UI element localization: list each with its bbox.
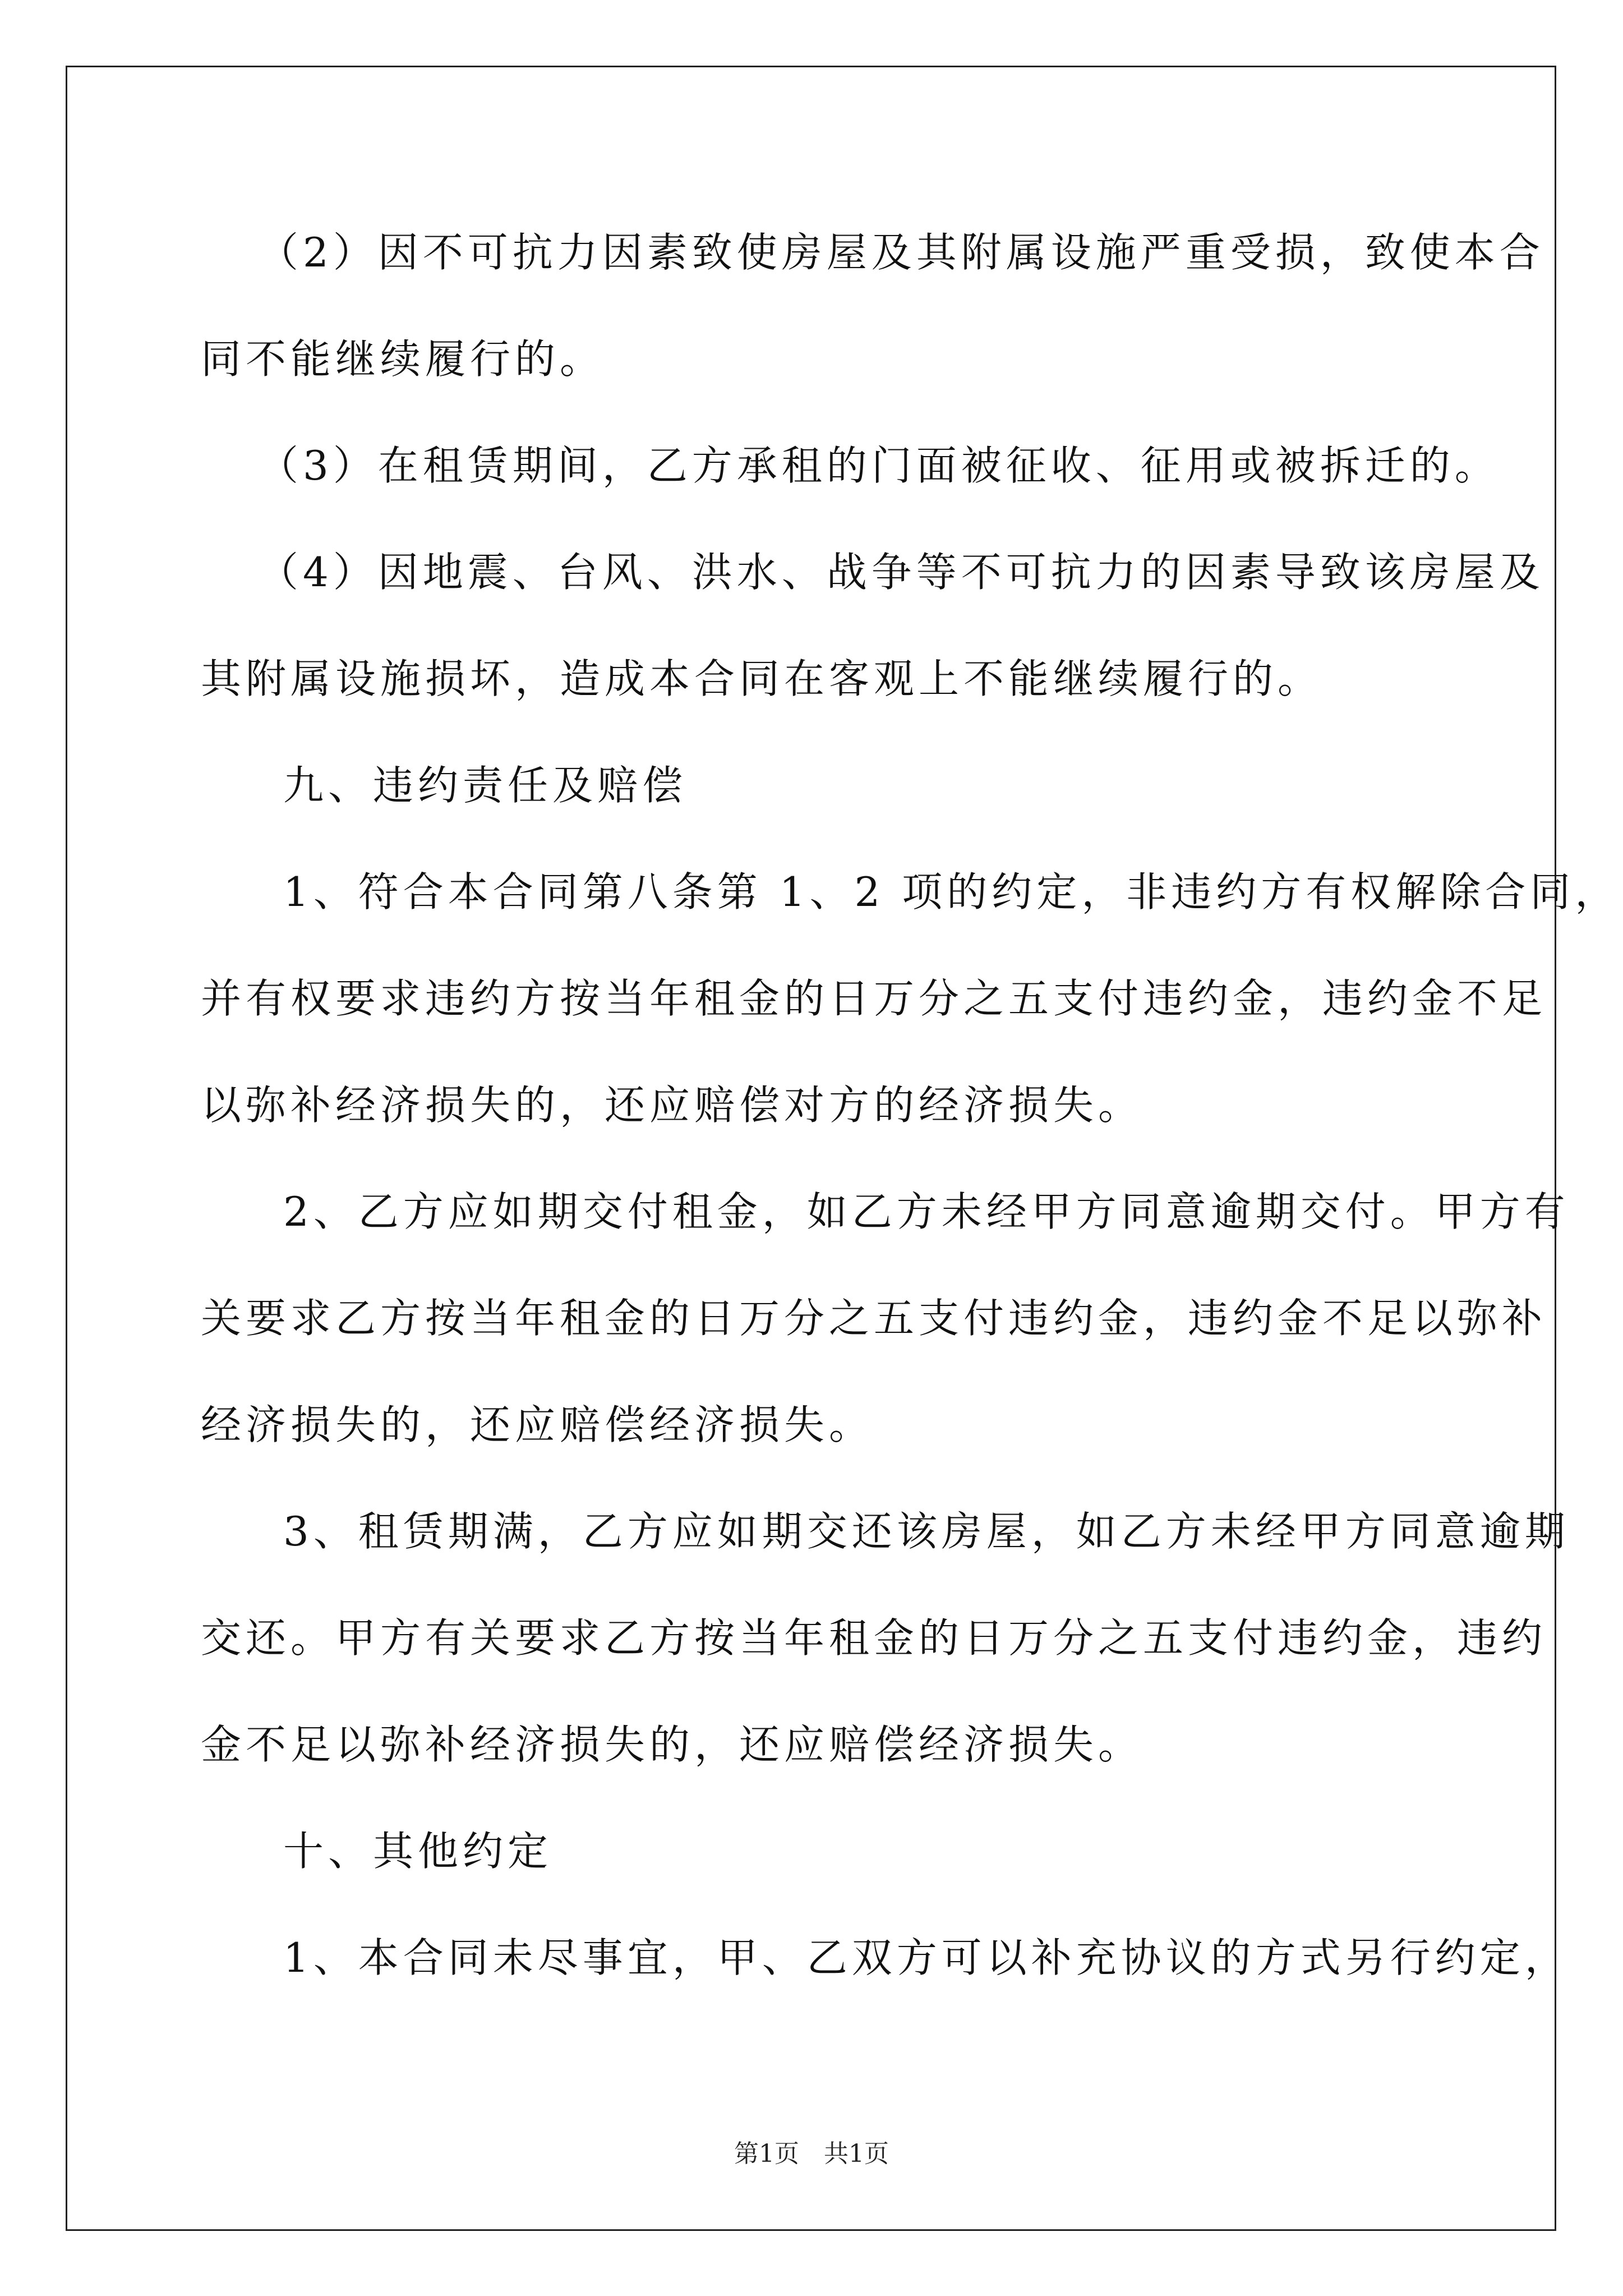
paragraph-line: 并有权要求违约方按当年租金的日万分之五支付违约金，违约金不足 <box>201 975 1547 1022</box>
page-footer: 第1页 共1页 <box>734 2139 889 2168</box>
page-border <box>66 66 1556 2231</box>
paragraph-line: 经济损失的，还应赔偿经济损失。 <box>201 1401 874 1448</box>
paragraph-line: 其附属设施损坏，造成本合同在客观上不能继续履行的。 <box>201 655 1323 702</box>
paragraph-line: 金不足以弥补经济损失的，还应赔偿经济损失。 <box>201 1721 1144 1768</box>
paragraph-line: 以弥补经济损失的，还应赔偿对方的经济损失。 <box>201 1082 1144 1129</box>
section-heading: 九、违约责任及赔偿 <box>283 762 688 809</box>
paragraph-line: 交还。甲方有关要求乙方按当年租金的日万分之五支付违约金，违约 <box>201 1614 1547 1662</box>
section-heading: 十、其他约定 <box>283 1828 553 1875</box>
paragraph-line: （3）在租赁期间，乙方承租的门面被征收、征用或被拆迁的。 <box>258 442 1500 489</box>
paragraph-line: （4）因地震、台风、洪水、战争等不可抗力的因素导致该房屋及 <box>258 549 1544 596</box>
paragraph-line: （2）因不可抗力因素致使房屋及其附属设施严重受损，致使本合 <box>258 229 1544 276</box>
paragraph-line: 1、本合同未尽事宜，甲、乙双方可以补充协议的方式另行约定， <box>283 1934 1570 1981</box>
paragraph-line: 2、乙方应如期交付租金，如乙方未经甲方同意逾期交付。甲方有 <box>283 1188 1570 1235</box>
paragraph-line: 1、符合本合同第八条第 1、2 项的约定，非违约方有权解除合同， <box>283 868 1620 915</box>
paragraph-line: 3、租赁期满，乙方应如期交还该房屋，如乙方未经甲方同意逾期 <box>283 1508 1570 1555</box>
paragraph-line: 关要求乙方按当年租金的日万分之五支付违约金，违约金不足以弥补 <box>201 1295 1547 1342</box>
paragraph-line: 同不能继续履行的。 <box>201 335 605 383</box>
